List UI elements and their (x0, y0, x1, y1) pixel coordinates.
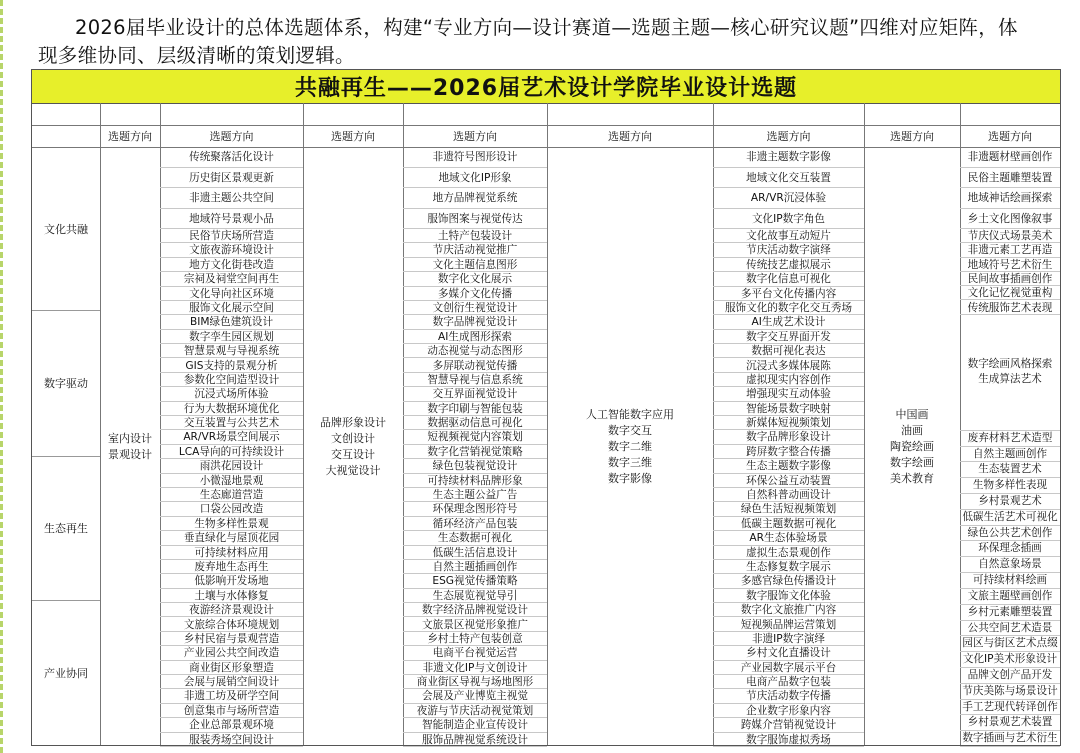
topic-cell: 服饰品牌视觉系统设计 (403, 733, 547, 747)
category-industry-synergy: 产业协同 (44, 667, 88, 680)
topic-cell: 非遗IP数字演绎 (713, 632, 864, 646)
header-direction: 选题方向 (453, 130, 497, 143)
topic-cell: 文化导向社区环境 (160, 287, 303, 301)
topic-cell: AR/VR场景空间展示 (160, 430, 303, 444)
topic-cell: 传统技艺虚拟展示 (713, 258, 864, 272)
topic-cell: 商业街区形象塑造 (160, 661, 303, 675)
topic-cell: 乡村景观艺术装置 (960, 715, 1060, 731)
topic-cell: 生物多样性景观 (160, 517, 303, 531)
topic-cell: 文化IP数字角色 (713, 209, 864, 230)
topic-cell: 非遗元素工艺再造 (960, 243, 1060, 257)
topic-cell: 交互界面视觉设计 (403, 387, 547, 401)
topic-column-visual (403, 147, 547, 747)
topic-cell: 服饰文化的数字化交互秀场 (713, 301, 864, 315)
topic-cell: 地方文化街巷改造 (160, 258, 303, 272)
topic-cell: 自然科普动画设计 (713, 488, 864, 502)
topic-cell: GIS支持的景观分析 (160, 359, 303, 373)
topic-cell: 雨洪花园设计 (160, 459, 303, 473)
major-interior-landscape (100, 147, 160, 747)
topic-cell: 生态主题数字影像 (713, 459, 864, 473)
header-direction: 选题方向 (108, 130, 152, 143)
topic-column-interior (160, 147, 303, 747)
topic-cell: 自然主题插画创作 (403, 560, 547, 574)
topic-cell: 环保公益互动装置 (713, 474, 864, 488)
topic-cell: 生态廊道营造 (160, 488, 303, 502)
topic-cell: 乡村元素雕塑装置 (960, 605, 1060, 621)
topic-cell: 口袋公园改造 (160, 502, 303, 516)
topic-cell: 产业园公共空间改造 (160, 646, 303, 660)
topic-text: 数字绘画风格探索 (967, 358, 1053, 371)
topic-cell: 园区与街区艺术点缀 (960, 636, 1060, 652)
topic-cell: 非遗工坊及研学空间 (160, 689, 303, 703)
topic-cell: 地域符号景观小品 (160, 209, 303, 230)
category-eco-regeneration: 生态再生 (44, 522, 88, 535)
header-direction: 选题方向 (988, 130, 1032, 143)
major-line: 陶瓷绘画 (890, 440, 934, 453)
topic-cell: 地域文化IP形象 (403, 168, 547, 189)
topic-cell: 电商产品数字包装 (713, 675, 864, 689)
topic-cell: 地方品牌视觉系统 (403, 188, 547, 209)
topic-cell: 企业数字形象内容 (713, 704, 864, 718)
topic-matrix-table (31, 69, 1061, 746)
topic-cell: 数字化文化展示 (403, 272, 547, 286)
topic-column-fine-arts (960, 147, 1060, 747)
topic-cell: 服饰文化展示空间 (160, 301, 303, 315)
header-direction: 选题方向 (890, 130, 934, 143)
topic-cell: 废弃材料艺术造型 (960, 431, 1060, 447)
topic-cell: 民俗节庆场所营造 (160, 229, 303, 243)
topic-cell: 数字印刷与智能包装 (403, 402, 547, 416)
topic-cell: 环保理念插画 (960, 541, 1060, 557)
major-line: 人工智能数字应用 (586, 408, 674, 421)
topic-cell: 行为大数据环境优化 (160, 402, 303, 416)
topic-cell: 地域神话绘画探索 (960, 188, 1060, 209)
topic-cell: 夜游与节庆活动视觉策划 (403, 704, 547, 718)
topic-cell: AR生态体验场景 (713, 531, 864, 545)
topic-cell: 历史街区景观更新 (160, 168, 303, 189)
topic-cell: 多媒介文化传播 (403, 287, 547, 301)
topic-cell: 数字服饰虚拟秀场 (713, 733, 864, 747)
topic-cell: 可持续材料应用 (160, 546, 303, 560)
major-line: 大视觉设计 (325, 464, 381, 477)
topic-cell: 智慧导视与信息系统 (403, 373, 547, 387)
category-cultural-fusion: 文化共融 (44, 222, 88, 236)
topic-cell: 多屏联动视觉传播 (403, 359, 547, 373)
topic-cell: 乡村土特产包装创意 (403, 632, 547, 646)
topic-cell: 环保理念图形符号 (403, 502, 547, 516)
topic-cell: 增强现实互动体验 (713, 387, 864, 401)
major-line: 数字绘画 (890, 456, 934, 469)
topic-cell: 智能场景数字映射 (713, 402, 864, 416)
topic-cell: 数字经济品牌视觉设计 (403, 603, 547, 617)
topic-cell: 生态装置艺术 (960, 462, 1060, 478)
topic-cell: 低碳生活艺术可视化 (960, 510, 1060, 526)
topic-cell: 乡土文化图像叙事 (960, 209, 1060, 230)
topic-cell: AR/VR沉浸体验 (713, 188, 864, 209)
topic-cell: 数据可视化表达 (713, 344, 864, 358)
major-line: 室内设计 (108, 432, 152, 445)
topic-cell: 多平台文化传播内容 (713, 287, 864, 301)
topic-cell: 文旅景区视觉形象推广 (403, 618, 547, 632)
topic-cell: 商业街区导视与场地图形 (403, 675, 547, 689)
topic-cell: 多感官绿色传播设计 (713, 574, 864, 588)
topic-text: 生成算法艺术 (978, 373, 1042, 386)
topic-cell: 非遗题材壁画创作 (960, 147, 1060, 168)
topic-cell: 可持续材料绘画 (960, 573, 1060, 589)
topic-cell: 绿色包装视觉设计 (403, 459, 547, 473)
topic-cell: 跨屏数字整合传播 (713, 445, 864, 459)
topic-cell: 废弃地生态再生 (160, 560, 303, 574)
topic-cell: LCA导向的可持续设计 (160, 445, 303, 459)
topic-cell: 数字孪生园区规划 (160, 330, 303, 344)
topic-cell: 品牌文创产品开发 (960, 668, 1060, 684)
topic-cell: 文化主题信息图形 (403, 258, 547, 272)
topic-cell: 节庆活动视觉推广 (403, 243, 547, 257)
intro-line-2: 现多维协同、层级清晰的策划逻辑。 (38, 44, 355, 67)
topic-cell: 低碳主题数据可视化 (713, 517, 864, 531)
topic-cell: 文化故事互动短片 (713, 229, 864, 243)
topic-cell: 智慧景观与导视系统 (160, 344, 303, 358)
topic-cell: 绿色公共艺术创作 (960, 526, 1060, 542)
topic-cell: 低碳生活信息设计 (403, 546, 547, 560)
topic-cell: 生态数据可视化 (403, 531, 547, 545)
topic-cell: 沉浸式多媒体展陈 (713, 359, 864, 373)
topic-cell: 自然意象场景 (960, 557, 1060, 573)
topic-cell: 数字交互界面开发 (713, 330, 864, 344)
topic-cell: 民间故事插画创作 (960, 272, 1060, 286)
topic-cell: 生态修复数字展示 (713, 560, 864, 574)
topic-cell: 传统服饰艺术表现 (960, 301, 1060, 315)
topic-cell: 乡村文化直播设计 (713, 646, 864, 660)
topic-cell: 数据驱动信息可视化 (403, 416, 547, 430)
topic-cell: 土壤与水体修复 (160, 589, 303, 603)
topic-cell: 跨媒介营销视觉设计 (713, 718, 864, 732)
topic-cell: 电商平台视觉运营 (403, 646, 547, 660)
topic-cell: 新媒体短视频策划 (713, 416, 864, 430)
topic-cell: 文创衍生视觉设计 (403, 301, 547, 315)
topic-cell: 民俗主题雕塑装置 (960, 168, 1060, 189)
topic-cell: 企业总部景观环境 (160, 718, 303, 732)
intro-paragraph (38, 14, 1068, 70)
topic-cell: 沉浸式场所体验 (160, 387, 303, 401)
topic-cell: 短视频品牌运营策划 (713, 618, 864, 632)
topic-cell: 公共空间艺术造景 (960, 621, 1060, 637)
topic-cell: BIM绿色建筑设计 (160, 315, 303, 329)
topic-cell: 数字品牌形象设计 (713, 430, 864, 444)
topic-cell: 生态主题公益广告 (403, 488, 547, 502)
category-digital-driven: 数字驱动 (44, 377, 88, 390)
topic-cell: 数字化文旅推广内容 (713, 603, 864, 617)
intro-line-1: 2026届毕业设计的总体选题体系，构建“专业方向—设计赛道—选题主题—核心研究议题”四维对应矩阵，体 (75, 16, 1018, 39)
topic-cell: 服装秀场空间设计 (160, 733, 303, 747)
topic-cell: 生物多样性表现 (960, 478, 1060, 494)
header-direction: 选题方向 (209, 130, 254, 143)
major-line: 美术教育 (890, 472, 934, 485)
topic-cell: 数字服饰文化体验 (713, 589, 864, 603)
topic-cell: 服饰图案与视觉传达 (403, 209, 547, 230)
topic-cell: 传统聚落活化设计 (160, 147, 303, 168)
topic-cell: 垂直绿化与屋顶花园 (160, 531, 303, 545)
header-direction: 选题方向 (766, 130, 811, 143)
topic-cell: 数字化信息可视化 (713, 272, 864, 286)
topic-cell: 动态视觉与动态图形 (403, 344, 547, 358)
major-line: 景观设计 (108, 448, 152, 461)
topic-cell: 短视频视觉内容策划 (403, 430, 547, 444)
header-direction: 选题方向 (608, 130, 652, 143)
topic-merged-cell (960, 315, 1060, 431)
major-line: 油画 (901, 424, 923, 437)
topic-cell: 土特产包装设计 (403, 229, 547, 243)
topic-cell: 数字插画与艺术衍生 (960, 731, 1060, 747)
topic-cell: 节庆美陈与场景设计 (960, 684, 1060, 700)
topic-cell: 创意集市与场所营造 (160, 704, 303, 718)
topic-cell: 生态展览视觉导引 (403, 589, 547, 603)
topic-cell: 循环经济产品包装 (403, 517, 547, 531)
topic-cell: AI生成图形探索 (403, 330, 547, 344)
major-line: 数字三维 (608, 456, 652, 469)
topic-cell: 宗祠及祠堂空间再生 (160, 272, 303, 286)
topic-cell: 文旅夜游环境设计 (160, 243, 303, 257)
topic-cell: 数字品牌视觉设计 (403, 315, 547, 329)
topic-cell: 自然主题画创作 (960, 447, 1060, 463)
topic-cell: 非遗主题公共空间 (160, 188, 303, 209)
major-line: 数字影像 (608, 472, 652, 485)
topic-cell: 小微湿地景观 (160, 474, 303, 488)
topic-cell: 地域文化交互装置 (713, 168, 864, 189)
major-line: 品牌形象设计 (320, 416, 386, 429)
topic-cell: 文化IP美术形象设计 (960, 652, 1060, 668)
topic-cell: 可持续材料品牌形象 (403, 474, 547, 488)
major-digital-media (547, 147, 713, 747)
topic-cell: 智能制造企业宣传设计 (403, 718, 547, 732)
topic-cell: 节庆仪式场景美术 (960, 229, 1060, 243)
topic-cell: 乡村景观艺术 (960, 494, 1060, 510)
major-line: 文创设计 (331, 432, 375, 445)
topic-cell: 乡村民宿与景观营造 (160, 632, 303, 646)
topic-cell: 虚拟现实内容创作 (713, 373, 864, 387)
topic-cell: 绿色生活短视频策划 (713, 502, 864, 516)
topic-cell: 地域符号艺术衍生 (960, 258, 1060, 272)
major-visual-communication (303, 147, 403, 747)
topic-cell: 夜游经济景观设计 (160, 603, 303, 617)
topic-cell: 节庆活动数字演绎 (713, 243, 864, 257)
major-line: 中国画 (895, 408, 929, 421)
topic-cell: 非遗符号图形设计 (403, 147, 547, 168)
topic-cell: 非遗主题数字影像 (713, 147, 864, 168)
topic-cell: 交互装置与公共艺术 (160, 416, 303, 430)
topic-cell: 节庆活动数字传播 (713, 689, 864, 703)
table-title: 共融再生——2026届艺术设计学院毕业设计选题 (32, 70, 1060, 104)
topic-cell: 虚拟生态景观创作 (713, 546, 864, 560)
topic-cell: 手工艺现代转译创作 (960, 700, 1060, 716)
topic-cell: 文化记忆视觉重构 (960, 286, 1060, 300)
topic-cell: 会展及产业博览主视觉 (403, 689, 547, 703)
topic-cell: 文旅综合体环境规划 (160, 618, 303, 632)
topic-cell: AI生成艺术设计 (713, 315, 864, 329)
topic-cell: 参数化空间造型设计 (160, 373, 303, 387)
topic-cell: 非遗文化IP与文创设计 (403, 661, 547, 675)
topic-cell: ESG视觉传播策略 (403, 574, 547, 588)
major-line: 数字交互 (608, 424, 652, 437)
topic-cell: 会展与展销空间设计 (160, 675, 303, 689)
topic-cell: 文旅主题壁画创作 (960, 589, 1060, 605)
major-fine-arts (864, 147, 960, 747)
topic-cell: 数字化营销视觉策略 (403, 445, 547, 459)
major-line: 数字二维 (608, 440, 652, 453)
topic-cell: 产业园数字展示平台 (713, 661, 864, 675)
header-direction: 选题方向 (331, 130, 375, 143)
topic-column-digital (713, 147, 864, 747)
major-line: 交互设计 (331, 448, 375, 461)
topic-cell: 低影响开发场地 (160, 574, 303, 588)
